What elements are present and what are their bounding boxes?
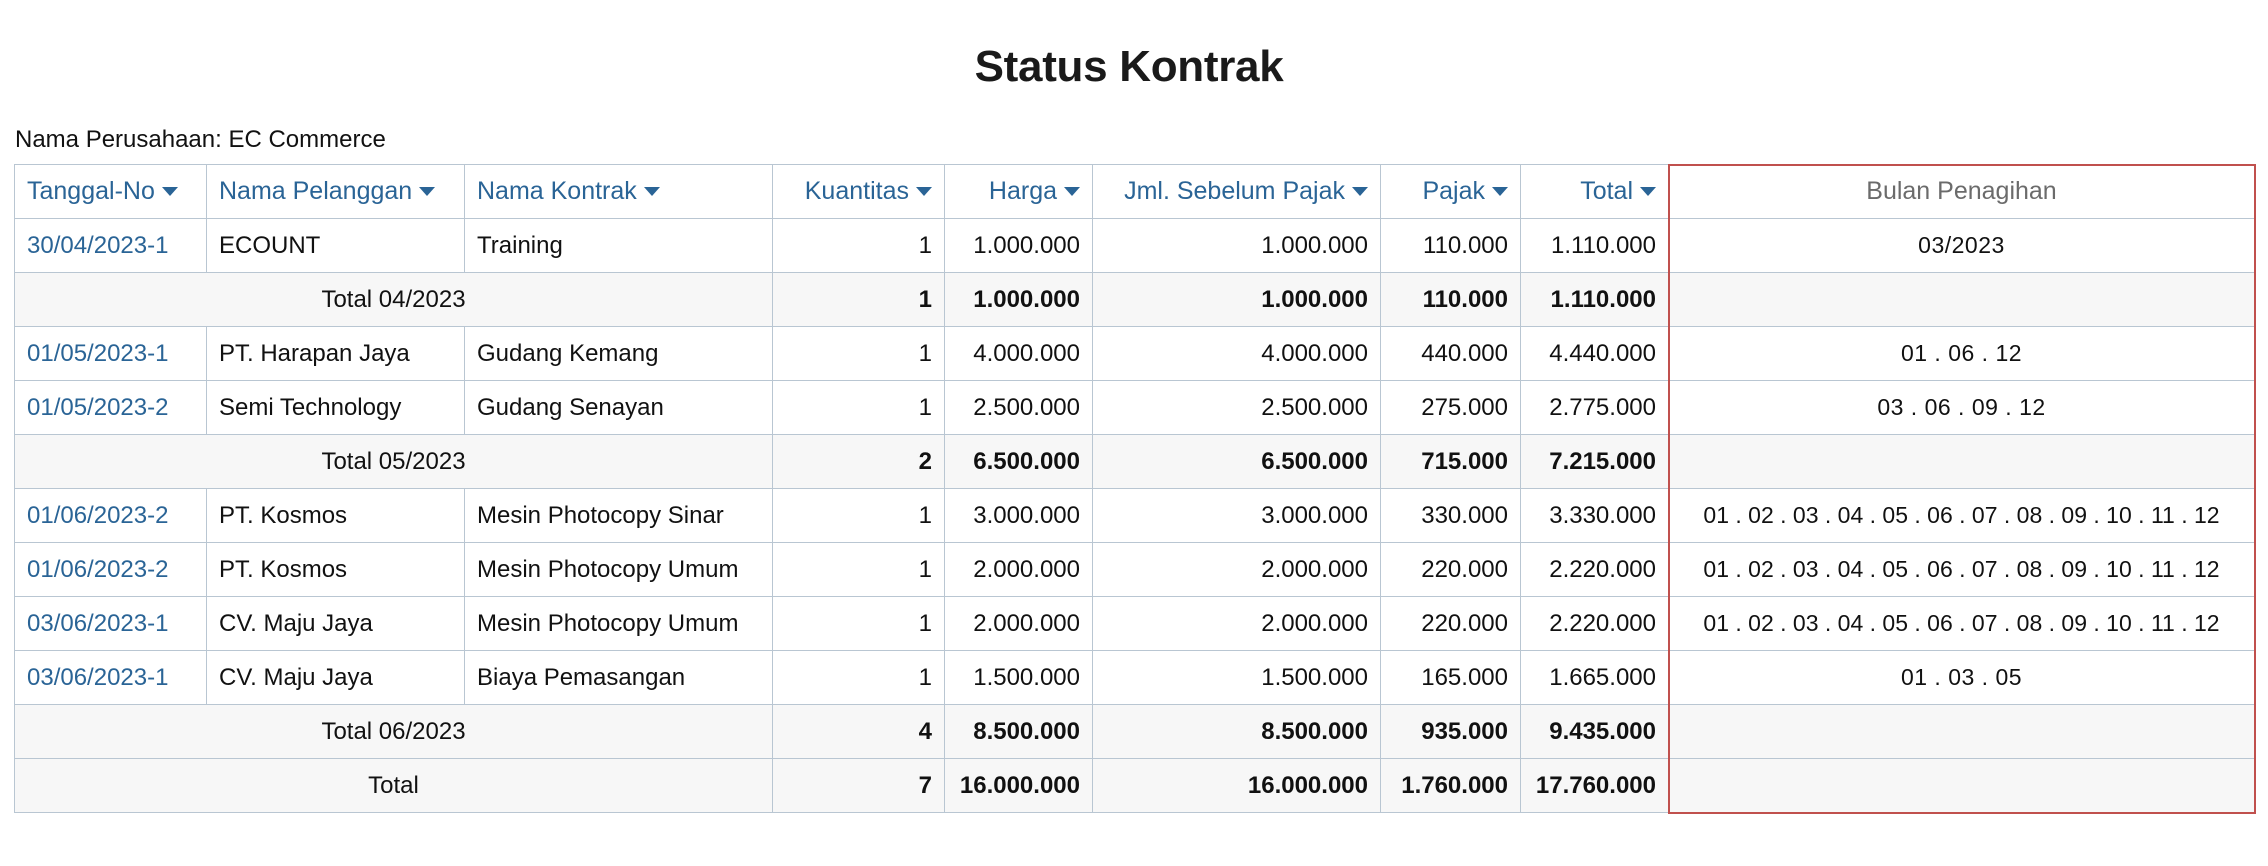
cell-kuantitas: 1 [773,543,945,597]
cell-harga: 2.500.000 [945,381,1093,435]
col-label-jml-sebelum-pajak: Jml. Sebelum Pajak [1124,177,1345,205]
cell-kuantitas: 1 [773,219,945,273]
cell-total: 4.440.000 [1521,327,1669,381]
col-header-harga[interactable] [945,165,1093,219]
cell-harga: 16.000.000 [945,759,1093,813]
cell-harga: 2.000.000 [945,597,1093,651]
table-row[interactable] [15,381,2255,435]
cell-total: 1.110.000 [1521,273,1669,327]
cell-jml-sebelum-pajak: 3.000.000 [1093,489,1381,543]
cell-kuantitas: 1 [773,651,945,705]
cell-jml-sebelum-pajak: 1.000.000 [1093,219,1381,273]
cell-kuantitas: 1 [773,327,945,381]
cell-kuantitas: 1 [773,381,945,435]
cell-jml-sebelum-pajak: 1.000.000 [1093,273,1381,327]
cell-total: 9.435.000 [1521,705,1669,759]
cell-pajak: 1.760.000 [1381,759,1521,813]
company-name-label: Nama Perusahaan: EC Commerce [15,126,386,153]
cell-nama-pelanggan: PT. Harapan Jaya [207,327,465,381]
table-row[interactable] [15,651,2255,705]
col-label-kuantitas: Kuantitas [804,177,909,205]
cell-tanggal-no[interactable]: 30/04/2023-1 [15,219,207,273]
cell-jml-sebelum-pajak: 8.500.000 [1093,705,1381,759]
table-header-row [15,165,2255,219]
chevron-down-icon[interactable] [162,187,178,196]
table-row[interactable] [15,327,2255,381]
cell-harga: 1.000.000 [945,273,1093,327]
cell-nama-kontrak: Mesin Photocopy Sinar [465,489,773,543]
cell-bulan-penagihan: 03 . 06 . 09 . 12 [1669,381,2255,435]
subtotal-label: Total 06/2023 [15,705,773,759]
cell-total: 1.110.000 [1521,219,1669,273]
cell-pajak: 440.000 [1381,327,1521,381]
col-label-total: Total [1580,177,1633,205]
col-header-jml-sebelum-pajak[interactable] [1093,165,1381,219]
cell-total: 3.330.000 [1521,489,1669,543]
cell-pajak: 165.000 [1381,651,1521,705]
cell-nama-pelanggan: CV. Maju Jaya [207,651,465,705]
cell-bulan-penagihan [1669,705,2255,759]
cell-harga: 3.000.000 [945,489,1093,543]
col-header-nama-kontrak[interactable] [465,165,773,219]
cell-tanggal-no[interactable]: 01/06/2023-2 [15,543,207,597]
col-label-nama-pelanggan: Nama Pelanggan [219,177,413,205]
page-title: Status Kontrak [974,42,1284,91]
cell-total: 2.220.000 [1521,543,1669,597]
cell-pajak: 715.000 [1381,435,1521,489]
cell-tanggal-no[interactable]: 03/06/2023-1 [15,597,207,651]
cell-bulan-penagihan: 01 . 06 . 12 [1669,327,2255,381]
cell-jml-sebelum-pajak: 16.000.000 [1093,759,1381,813]
cell-total: 7.215.000 [1521,435,1669,489]
cell-pajak: 275.000 [1381,381,1521,435]
cell-bulan-penagihan: 01 . 02 . 03 . 04 . 05 . 06 . 07 . 08 . 09 . 10 . 11 . 12 [1669,489,2255,543]
table-row[interactable] [15,543,2255,597]
chevron-down-icon[interactable] [916,187,932,196]
cell-harga: 4.000.000 [945,327,1093,381]
cell-nama-kontrak: Mesin Photocopy Umum [465,597,773,651]
col-header-total[interactable] [1521,165,1669,219]
cell-bulan-penagihan: 01 . 02 . 03 . 04 . 05 . 06 . 07 . 08 . 09 . 10 . 11 . 12 [1669,543,2255,597]
cell-jml-sebelum-pajak: 1.500.000 [1093,651,1381,705]
cell-pajak: 220.000 [1381,543,1521,597]
cell-total: 17.760.000 [1521,759,1669,813]
grandtotal-label: Total [15,759,773,813]
col-header-kuantitas[interactable] [773,165,945,219]
chevron-down-icon[interactable] [1352,187,1368,196]
cell-total: 1.665.000 [1521,651,1669,705]
col-label-harga: Harga [988,177,1057,205]
cell-nama-kontrak: Gudang Kemang [465,327,773,381]
cell-kuantitas: 7 [773,759,945,813]
subtotal-label: Total 04/2023 [15,273,773,327]
col-label-nama-kontrak: Nama Kontrak [477,177,637,205]
cell-harga: 2.000.000 [945,543,1093,597]
cell-nama-pelanggan: CV. Maju Jaya [207,597,465,651]
chevron-down-icon[interactable] [419,187,435,196]
cell-nama-kontrak: Gudang Senayan [465,381,773,435]
cell-kuantitas: 1 [773,597,945,651]
cell-harga: 1.500.000 [945,651,1093,705]
cell-bulan-penagihan [1669,759,2255,813]
cell-nama-pelanggan: PT. Kosmos [207,543,465,597]
cell-pajak: 110.000 [1381,219,1521,273]
chevron-down-icon[interactable] [1640,187,1656,196]
cell-pajak: 935.000 [1381,705,1521,759]
table-subtotal-row [15,435,2255,489]
chevron-down-icon[interactable] [1064,187,1080,196]
cell-bulan-penagihan [1669,273,2255,327]
cell-pajak: 220.000 [1381,597,1521,651]
cell-jml-sebelum-pajak: 6.500.000 [1093,435,1381,489]
col-header-nama-pelanggan[interactable] [207,165,465,219]
cell-kuantitas: 1 [773,273,945,327]
cell-jml-sebelum-pajak: 2.000.000 [1093,543,1381,597]
status-kontrak-table [14,164,2255,813]
col-label-pajak: Pajak [1422,177,1485,205]
cell-nama-pelanggan: Semi Technology [207,381,465,435]
table-row[interactable] [15,489,2255,543]
table-wrapper [14,164,2254,813]
cell-kuantitas: 4 [773,705,945,759]
cell-jml-sebelum-pajak: 4.000.000 [1093,327,1381,381]
cell-tanggal-no[interactable]: 01/05/2023-1 [15,327,207,381]
cell-total: 2.220.000 [1521,597,1669,651]
cell-nama-kontrak: Biaya Pemasangan [465,651,773,705]
col-header-tanggal-no[interactable] [15,165,207,219]
table-row[interactable] [15,597,2255,651]
col-label-tanggal-no: Tanggal-No [27,177,155,205]
cell-jml-sebelum-pajak: 2.000.000 [1093,597,1381,651]
cell-bulan-penagihan: 01 . 03 . 05 [1669,651,2255,705]
table-header [15,165,2255,219]
cell-harga: 8.500.000 [945,705,1093,759]
cell-harga: 6.500.000 [945,435,1093,489]
cell-pajak: 110.000 [1381,273,1521,327]
col-header-bulan-penagihan [1669,165,2255,219]
col-header-pajak[interactable] [1381,165,1521,219]
cell-bulan-penagihan: 01 . 02 . 03 . 04 . 05 . 06 . 07 . 08 . 09 . 10 . 11 . 12 [1669,597,2255,651]
chevron-down-icon[interactable] [1492,187,1508,196]
cell-total: 2.775.000 [1521,381,1669,435]
cell-nama-kontrak: Mesin Photocopy Umum [465,543,773,597]
report-page [0,42,2268,813]
cell-tanggal-no[interactable]: 01/05/2023-2 [15,381,207,435]
table-row[interactable] [15,219,2255,273]
cell-nama-pelanggan: PT. Kosmos [207,489,465,543]
cell-jml-sebelum-pajak: 2.500.000 [1093,381,1381,435]
table-grandtotal-row [15,759,2255,813]
col-label-bulan-penagihan: Bulan Penagihan [1866,177,2057,205]
table-subtotal-row [15,705,2255,759]
table-subtotal-row [15,273,2255,327]
subtotal-label: Total 05/2023 [15,435,773,489]
cell-bulan-penagihan: 03/2023 [1669,219,2255,273]
cell-tanggal-no[interactable]: 01/06/2023-2 [15,489,207,543]
cell-tanggal-no[interactable]: 03/06/2023-1 [15,651,207,705]
cell-bulan-penagihan [1669,435,2255,489]
table-body [15,219,2255,813]
cell-harga: 1.000.000 [945,219,1093,273]
cell-kuantitas: 2 [773,435,945,489]
cell-pajak: 330.000 [1381,489,1521,543]
cell-kuantitas: 1 [773,489,945,543]
chevron-down-icon[interactable] [644,187,660,196]
cell-nama-kontrak: Training [465,219,773,273]
cell-nama-pelanggan: ECOUNT [207,219,465,273]
